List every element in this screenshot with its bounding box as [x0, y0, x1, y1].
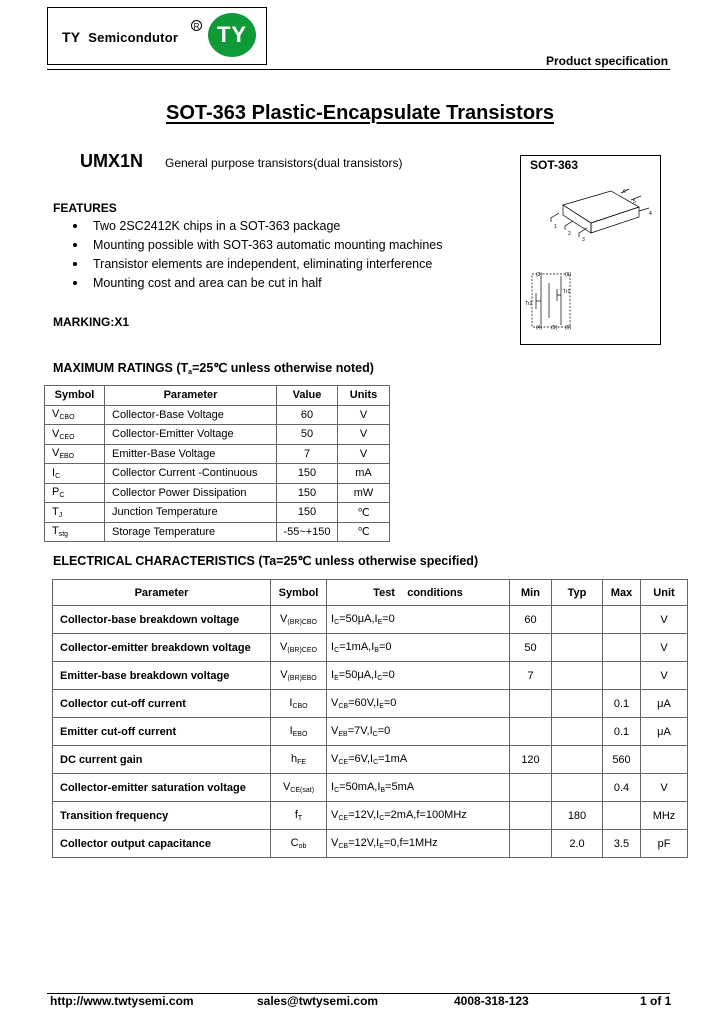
symbol-cell: $P_C$: [45, 483, 105, 503]
schematic-pin-3: (3): [536, 272, 543, 278]
package-drawing: [521, 173, 660, 343]
parameter-cell: Storage Temperature: [105, 522, 277, 542]
pin-label-3: 3: [582, 237, 585, 243]
typ-cell: [552, 606, 603, 634]
header-divider: [47, 69, 670, 70]
max-cell: 0.1: [603, 690, 641, 718]
document-title: SOT-363 Plastic-Encapsulate Transistors: [166, 102, 554, 124]
symbol-cell: $C_{ob}$: [271, 830, 327, 858]
condition-cell: $I_C=50mA,I_B=5mA$: [327, 774, 510, 802]
symbol-cell: $V_{CE(sat)}$: [271, 774, 327, 802]
pin-label-5: 5: [633, 199, 636, 205]
schematic-tr1: Tr1: [563, 289, 571, 295]
footer-phone: 4008-318-123: [454, 994, 529, 1008]
parameter-cell: DC current gain: [53, 746, 271, 774]
max-cell: 3.5: [603, 830, 641, 858]
column-header: Typ: [552, 580, 603, 606]
electrical-table: [52, 579, 688, 858]
max-ratings-heading: MAXIMUM RATINGS ($T_a=25℃$ unless otherwise noted): [53, 361, 374, 376]
min-cell: 7: [510, 662, 552, 690]
condition-cell: $I_C=1mA,I_B=0$: [327, 634, 510, 662]
condition-cell: $V_{CE}=12V,I_C=2mA,f=100MHz$: [327, 802, 510, 830]
symbol-cell: $V_{CEO}$: [45, 425, 105, 445]
symbol-cell: $I_{EBO}$: [271, 718, 327, 746]
unit-cell: mW: [338, 483, 390, 503]
column-header: Test conditions: [327, 580, 510, 606]
min-cell: [510, 830, 552, 858]
table-row: [53, 634, 688, 662]
feature-item: Two 2SC2412K chips in a SOT-363 package: [73, 219, 340, 233]
schematic-pin-5: (5): [551, 325, 558, 331]
table-row: [53, 662, 688, 690]
parameter-cell: Collector output capacitance: [53, 830, 271, 858]
column-header: Symbol: [45, 386, 105, 406]
unit-cell: μA: [641, 690, 688, 718]
typ-cell: [552, 634, 603, 662]
unit-cell: mA: [338, 464, 390, 484]
min-cell: [510, 802, 552, 830]
unit-cell: [641, 746, 688, 774]
unit-cell: V: [641, 606, 688, 634]
typ-cell: [552, 746, 603, 774]
parameter-cell: Collector-base breakdown voltage: [53, 606, 271, 634]
electrical-heading: ELECTRICAL CHARACTERISTICS (Ta=25℃ unless otherwise specified): [53, 554, 479, 568]
table-row: [45, 405, 390, 425]
company-logo-text: [62, 29, 178, 45]
max-cell: [603, 662, 641, 690]
table-row: [45, 464, 390, 484]
max-ratings-table: [44, 385, 390, 542]
column-header: Parameter: [105, 386, 277, 406]
features-heading: FEATURES: [53, 201, 117, 215]
footer-email[interactable]: sales@twtysemi.com: [257, 994, 379, 1008]
typ-cell: [552, 662, 603, 690]
table-header-row: [45, 386, 390, 406]
unit-cell: MHz: [641, 802, 688, 830]
footer-page: 1 of 1: [640, 994, 672, 1008]
parameter-cell: Junction Temperature: [105, 503, 277, 523]
min-cell: [510, 774, 552, 802]
table-row: [45, 425, 390, 445]
symbol-cell: $I_C$: [45, 464, 105, 484]
value-cell: 7: [277, 444, 338, 464]
schematic-pin-1: (1): [565, 272, 572, 278]
parameter-cell: Emitter cut-off current: [53, 718, 271, 746]
footer-url[interactable]: http://www.twtysemi.com: [50, 994, 194, 1008]
parameter-cell: Collector-emitter saturation voltage: [53, 774, 271, 802]
unit-cell: V: [641, 634, 688, 662]
symbol-cell: $V_{EBO}$: [45, 444, 105, 464]
unit-cell: V: [641, 774, 688, 802]
symbol-cell: $f_T$: [271, 802, 327, 830]
table-row: [53, 718, 688, 746]
column-header: Units: [338, 386, 390, 406]
min-cell: 50: [510, 634, 552, 662]
unit-cell: μA: [641, 718, 688, 746]
table-row: [45, 483, 390, 503]
max-cell: [603, 802, 641, 830]
column-header: Unit: [641, 580, 688, 606]
max-cell: 560: [603, 746, 641, 774]
registered-mark: R: [191, 20, 202, 31]
bullet-icon: [73, 262, 77, 266]
table-row: [45, 503, 390, 523]
symbol-cell: $V_{(BR)CBO}$: [271, 606, 327, 634]
value-cell: 50: [277, 425, 338, 445]
parameter-cell: Collector Current -Continuous: [105, 464, 277, 484]
package-outline-icon: [551, 189, 649, 237]
parameter-cell: Emitter-Base Voltage: [105, 444, 277, 464]
typ-cell: [552, 718, 603, 746]
value-cell: 150: [277, 503, 338, 523]
table-row: [53, 690, 688, 718]
unit-cell: V: [338, 444, 390, 464]
value-cell: 150: [277, 483, 338, 503]
value-cell: 150: [277, 464, 338, 484]
value-cell: 60: [277, 405, 338, 425]
unit-cell: V: [338, 405, 390, 425]
symbol-cell: $V_{(BR)CEO}$: [271, 634, 327, 662]
condition-cell: $V_{CE}=6V,I_C=1mA$: [327, 746, 510, 774]
max-cell: [603, 606, 641, 634]
parameter-cell: Collector cut-off current: [53, 690, 271, 718]
condition-cell: $I_C=50\mu A,I_E=0$: [327, 606, 510, 634]
pin-label-4: 4: [649, 211, 652, 217]
condition-cell: $I_E=50\mu A,I_C=0$: [327, 662, 510, 690]
bullet-icon: [73, 243, 77, 247]
column-header: Value: [277, 386, 338, 406]
min-cell: 120: [510, 746, 552, 774]
symbol-cell: $T_J$: [45, 503, 105, 523]
unit-cell: V: [338, 425, 390, 445]
condition-cell: $V_{CB}=12V,I_E=0,f=1MHz$: [327, 830, 510, 858]
table-header-row: [53, 580, 688, 606]
feature-item: Mounting possible with SOT-363 automatic mounting machines: [73, 238, 443, 252]
symbol-cell: $T_{stg}$: [45, 522, 105, 542]
column-header: Min: [510, 580, 552, 606]
table-row: [45, 522, 390, 542]
unit-cell: ℃: [338, 522, 390, 542]
table-row: [53, 606, 688, 634]
typ-cell: [552, 690, 603, 718]
min-cell: [510, 690, 552, 718]
value-cell: -55~+150: [277, 522, 338, 542]
part-number: UMX1N: [80, 151, 144, 171]
parameter-cell: Emitter-base breakdown voltage: [53, 662, 271, 690]
max-cell: 0.4: [603, 774, 641, 802]
column-header: Max: [603, 580, 641, 606]
column-header: Parameter: [53, 580, 271, 606]
parameter-cell: Collector-emitter breakdown voltage: [53, 634, 271, 662]
pin-label-2: 2: [568, 231, 571, 237]
unit-cell: ℃: [338, 503, 390, 523]
pin-label-1: 1: [554, 224, 557, 230]
feature-item: Mounting cost and area can be cut in half: [73, 276, 322, 290]
parameter-cell: Transition frequency: [53, 802, 271, 830]
table-row: [53, 830, 688, 858]
condition-cell: $V_{CB}=60V,I_E=0$: [327, 690, 510, 718]
feature-item: Transistor elements are independent, eliminating interference: [73, 257, 432, 271]
pin-label-6: 6: [623, 189, 626, 195]
schematic-pin-4: (4): [536, 325, 543, 331]
symbol-cell: $V_{(BR)EBO}$: [271, 662, 327, 690]
parameter-cell: Collector Power Dissipation: [105, 483, 277, 503]
schematic-pin-6: (6): [565, 325, 572, 331]
table-row: [53, 802, 688, 830]
table-row: [53, 746, 688, 774]
table-row: [45, 444, 390, 464]
unit-cell: V: [641, 662, 688, 690]
package-title: SOT-363: [530, 158, 579, 172]
column-header: Symbol: [271, 580, 327, 606]
symbol-cell: $I_{CBO}$: [271, 690, 327, 718]
symbol-cell: $h_{FE}$: [271, 746, 327, 774]
min-cell: [510, 718, 552, 746]
max-cell: [603, 634, 641, 662]
max-cell: 0.1: [603, 718, 641, 746]
parameter-cell: Collector-Base Voltage: [105, 405, 277, 425]
typ-cell: 180: [552, 802, 603, 830]
logo-ty: TY: [62, 29, 81, 45]
table-row: [53, 774, 688, 802]
unit-cell: pF: [641, 830, 688, 858]
bullet-icon: [73, 281, 77, 285]
bullet-icon: [73, 224, 77, 228]
typ-cell: [552, 774, 603, 802]
min-cell: 60: [510, 606, 552, 634]
part-description: General purpose transistors(dual transistors): [165, 156, 403, 170]
logo-company: Semicondutor: [88, 30, 179, 45]
condition-cell: $V_{EB}=7V,I_C=0$: [327, 718, 510, 746]
product-spec-label: Product specification: [546, 54, 669, 68]
schematic-icon: [532, 274, 570, 327]
symbol-cell: $V_{CBO}$: [45, 405, 105, 425]
schematic-tr2: Tr2: [525, 301, 533, 307]
parameter-cell: Collector-Emitter Voltage: [105, 425, 277, 445]
marking: MARKING:X1: [53, 315, 130, 329]
typ-cell: 2.0: [552, 830, 603, 858]
logo-circle: TY: [208, 13, 256, 57]
